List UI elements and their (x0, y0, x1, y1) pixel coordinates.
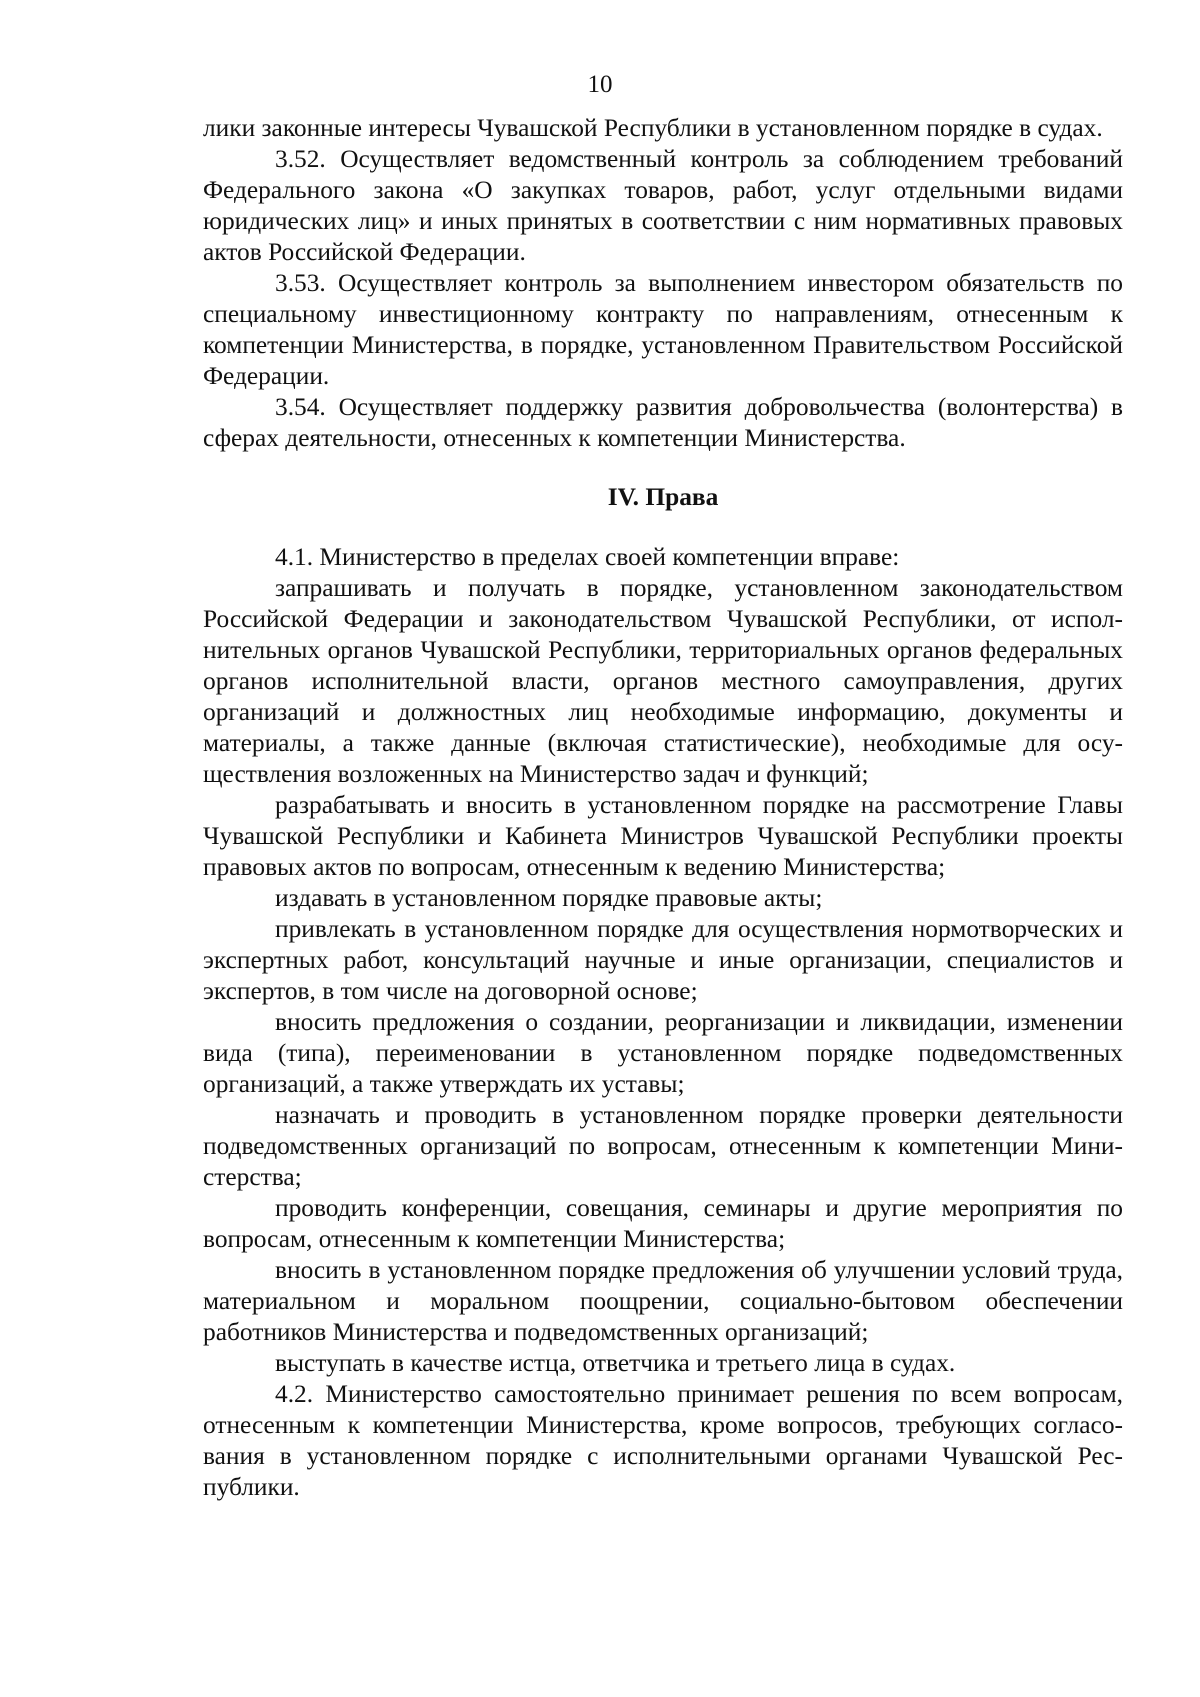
document-body (203, 113, 1123, 1503)
paragraph-right-court: выступать в качестве истца, ответчика и третьего лица в судах. (275, 1349, 956, 1377)
paragraph-3-52: 3.52. Осуществляет ведомственный контроль за соблюдением требований Федерального закона «О закупках товаров, работ, услуг отдельными видами юридических лиц» и иных принятых в соответствии с ним нормативных правовых актов Российской Федерации. (203, 145, 1123, 266)
paragraph-4-1: 4.1. Министерство в пределах своей компетенции вправе: (275, 543, 900, 571)
paragraph-3-53: 3.53. Осуществляет контроль за выполнением инвестором обязательств по специальному инвестиционному контракту по направлениям, отнесенным к компетенции Министерства, в порядке, установленном Правительством Российской Федерации. (203, 269, 1123, 390)
paragraph-right-issue-acts: издавать в установленном порядке правовые акты; (275, 884, 823, 912)
section-title: IV. Права (607, 483, 719, 511)
paragraph-right-draft-acts: разрабатывать и вносить в установленном порядке на рассмотрение Главы Чувашской Республики и Кабинета Министров Чувашской Республики проекты правовых актов по вопросам, отнесенным к ведению Министерства; (203, 791, 1123, 881)
paragraph-3-54: 3.54. Осуществляет поддержку развития добровольчества (волонтерства) в сферах деятельности, отнесенных к компетенции Министерства. (203, 393, 1123, 452)
page-number: 10 (587, 71, 613, 98)
paragraph-right-reorganize: вносить предложения о создании, реорганизации и ликвидации, изменении вида (типа), переименовании в установленном порядке подведомственных организаций, а также утверждать их уставы; (203, 1008, 1123, 1098)
paragraph-right-request-info: запрашивать и получать в порядке, установленном законодательством Российской Федерации и законодательством Чувашской Республики, от исполнительных органов Чувашской Республики, территориальных органов федеральных органов исполнительной власти, органов местного самоуправления, других организаций и должностных лиц необходимые информацию, документы и материалы, а также данные (включая статистические), необходимые для осуществления возложенных на Министерство задач и функций; (203, 574, 1123, 788)
paragraph-4-2: 4.2. Министерство самостоятельно принимает решения по всем вопросам, отнесенным к компетенции Министерства, кроме вопросов, требующих согласования в установленном порядке с исполнительными органами Чувашской Республики. (203, 1380, 1123, 1501)
paragraph-right-conferences: проводить конференции, совещания, семинары и другие мероприятия по вопросам, отнесенным к компетенции Министерства; (203, 1194, 1123, 1253)
paragraph-right-engage-experts: привлекать в установленном порядке для осуществления нормотворческих и экспертных работ, консультаций научные и иные организации, специалистов и экспертов, в том числе на договорной основе; (203, 915, 1123, 1005)
paragraph-right-working-conditions: вносить в установленном порядке предложения об улучшении условий труда, материальном и моральном поощрении, социально-бытовом обеспечении работников Министерства и подведомственных организаций; (203, 1256, 1123, 1346)
paragraph-right-inspections: назначать и проводить в установленном порядке проверки деятельности подведомственных организаций по вопросам, отнесенным к компетенции Министерства; (203, 1101, 1123, 1191)
paragraph-continuation: лики законные интересы Чувашской Республики в установленном порядке в судах. (203, 114, 1103, 142)
